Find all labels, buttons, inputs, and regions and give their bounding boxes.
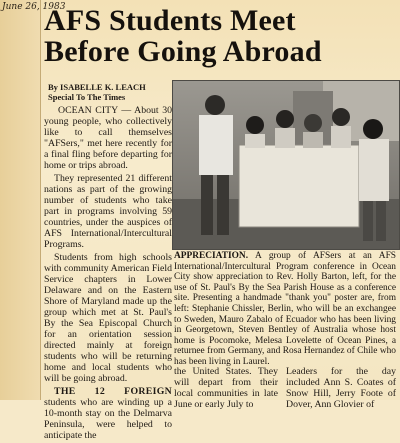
news-photo: [172, 80, 400, 250]
article-column-left: [44, 105, 172, 443]
headline-line-2: Before Going Abroad: [44, 35, 322, 68]
byline: [48, 82, 146, 102]
headline-line-1: AFS Students Meet: [44, 4, 296, 37]
article-column-right: Leaders for the day included Ann S. Coates of Snow Hill, Jerry Foote of Dover, Ann Glovier of: [286, 366, 396, 410]
photo-caption: [174, 251, 396, 368]
article-paragraph-2: They represented 21 different nations as part of the growing number of students who take part in programs involving 59 countries, under the auspices of AFS International/Intercultural Programs.: [44, 173, 172, 250]
person-student-2: [275, 110, 295, 148]
article-paragraph-4: [44, 386, 172, 441]
byline-author: By ISABELLE K. LEACH: [48, 82, 146, 92]
byline-credit: Special To The Times: [48, 92, 126, 102]
dateline: June 26, 1983: [2, 2, 66, 12]
clipping-margin: [0, 0, 41, 400]
thank-you-poster: [239, 145, 359, 227]
article-paragraph-3: Students from high schools with community American Field Service chapters in Lower Delaware and on the Eastern Shore of Maryland made up the group which met at St. Paul's By the Sea Episcopal Church for an orientation session directed mainly at foreign students who will be returning home and local students who will be going abroad.: [44, 252, 172, 384]
photo-illustration: [173, 81, 399, 249]
caption-text: A group of AFSers at an AFS International/Intercultural Program conference in Ocean City show appreciation to Rev. Holly Barton, left, for the use of St. Paul's By the Sea Parish House as a conference site. Presenting a handmade "thank you" poster are, from left: Stephanie Chissler, Berlin, who will be an exchangee to Sweden, Mauro Zabalo of Ecuador who has been living in Georgetown, Steven Bentley of Australia whose host home is Pocomoke, Melesa Lovelette of Ocean Pines, a returnee from Germany, and Rosa Hernandez of Chile who has been living in Laurel.: [174, 251, 396, 367]
headline: [44, 5, 394, 67]
article-paragraph-1: OCEAN CITY — About 30 young people, who collectively like to call themselves "AFSers," met here recently for a final fling before departing for home or trips abroad.: [44, 105, 172, 171]
article-paragraph-4-text: students who are winding up a 10-month stay on the Delmarva Peninsula, were helped to anticipate the: [44, 397, 172, 441]
caption-lead: APPRECIATION.: [174, 251, 249, 261]
subhead-lead: THE 12 FOREIGN: [54, 386, 172, 397]
person-student-4: [331, 108, 351, 148]
article-column-middle: the United States. They will depart from their local communities in late June or early July to: [174, 366, 278, 410]
